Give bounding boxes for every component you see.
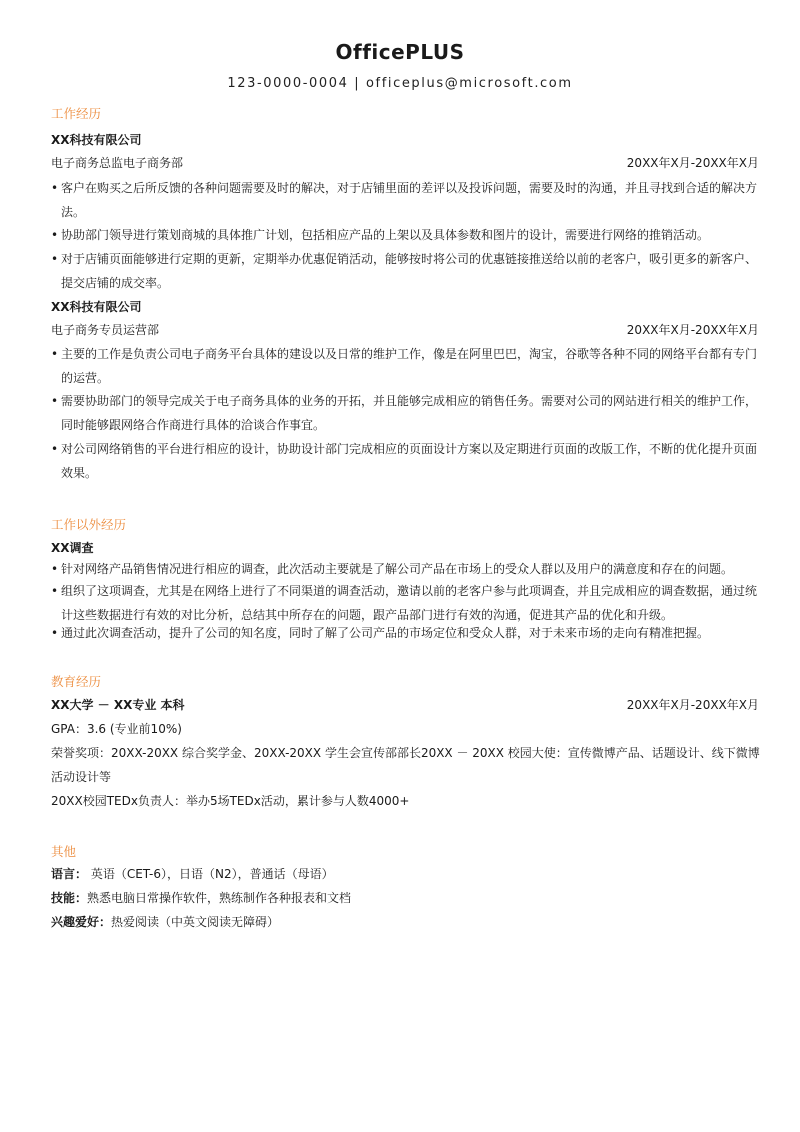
- list-item: • 针对网络产品销售情况进行相应的调查，此次活动主要就是了解公司产品在市场上的受众人群以及用户的满意度和存在的问题。: [51, 558, 763, 582]
- list-item: • 通过此次调查活动，提升了公司的知名度，同时了解了公司产品的市场定位和受众人群，对于未来市场的走向有精准把握。: [51, 622, 763, 646]
- list-item: • 协助部门领导进行策划商城的具体推广计划，包括相应产品的上架以及具体参数和图片的设计，需要进行网络的推销活动。: [51, 224, 763, 248]
- list-item: • 主要的工作是负责公司电子商务平台具体的建设以及日常的维护工作，像是在阿里巴巴，淘宝，谷歌等各种不同的网络平台都有专门的运营。: [51, 343, 763, 390]
- school-name: XX大学 － XX专业 本科: [51, 698, 185, 712]
- bullet-icon: •: [51, 442, 59, 456]
- hobby-value: 热爱阅读（中英文阅读无障碍）: [111, 915, 280, 929]
- bullet-icon: •: [51, 626, 59, 640]
- skill-line: [51, 890, 761, 906]
- language-value: 英语（CET-6），日语（N2），普通话（母语）: [87, 867, 334, 881]
- tedx-text: 20XX校园TEDx负责人：举办5场TEDx活动，累计参与人数4000+: [51, 794, 410, 808]
- gpa-text: GPA：3.6 (专业前10%): [51, 722, 182, 736]
- bullet-icon: •: [51, 584, 59, 598]
- candidate-name: OfficePLUS: [335, 40, 465, 64]
- section-title-work: 工作经历: [51, 106, 102, 121]
- job-role: 电子商务专员运营部: [51, 323, 160, 337]
- company-name: XX科技有限公司: [51, 133, 142, 147]
- bullet-icon: •: [51, 228, 59, 242]
- list-item: • 对公司网络销售的平台进行相应的设计，协助设计部门完成相应的页面设计方案以及定期进行页面的改版工作，不断的优化提升页面效果。: [51, 438, 763, 485]
- skill-label: 技能：: [51, 891, 88, 905]
- language-line: [51, 866, 761, 882]
- section-title-outside: 工作以外经历: [51, 517, 127, 532]
- bullet-icon: •: [51, 394, 59, 408]
- section-title-education: 教育经历: [51, 674, 102, 689]
- bullet-icon: •: [51, 347, 59, 361]
- bullet-icon: •: [51, 562, 59, 576]
- honors-text-continued: 活动设计等: [51, 770, 112, 784]
- list-item: • 客户在购买之后所反馈的各种问题需要及时的解决，对于店铺里面的差评以及投诉问题，需要及时的沟通，并且寻找到合适的解决方法。: [51, 177, 763, 224]
- org-name: XX调查: [51, 541, 94, 555]
- honors-text: 荣誉奖项：20XX-20XX 综合奖学金、20XX-20XX 学生会宣传部部长20XX － 20XX 校园大使：宣传微博产品、话题设计、线下微博: [51, 746, 760, 760]
- skill-value: 熟悉电脑日常操作软件，熟练制作各种报表和文档: [87, 891, 352, 905]
- language-label: 语言：: [51, 867, 88, 881]
- hobby-label: 兴趣爱好：: [51, 915, 112, 929]
- contact-info: 123-0000-0004 | officeplus@microsoft.com: [227, 76, 573, 91]
- job-date: 20XX年X月-20XX年X月: [626, 156, 759, 170]
- job-role: 电子商务总监电子商务部: [51, 156, 184, 170]
- list-item: • 对于店铺页面能够进行定期的更新，定期举办优惠促销活动，能够按时将公司的优惠链接推送给以前的老客户，吸引更多的新客户、提交店铺的成交率。: [51, 248, 763, 295]
- list-item: • 组织了这项调查，尤其是在网络上进行了不同渠道的调查活动，邀请以前的老客户参与此项调查，并且完成相应的调查数据，通过统计这些数据进行有效的对比分析，总结其中所存在的问题，跟产品部门进行有效的沟通，促进其产品的优化和升级。: [51, 580, 763, 627]
- bullet-icon: •: [51, 252, 59, 266]
- job-date: 20XX年X月-20XX年X月: [626, 323, 759, 337]
- list-item: • 需要协助部门的领导完成关于电子商务具体的业务的开拓，并且能够完成相应的销售任务。需要对公司的网站进行相关的维护工作，同时能够跟网络合作商进行具体的洽谈合作事宜。: [51, 390, 763, 437]
- hobby-line: [51, 914, 761, 930]
- bullet-icon: •: [51, 181, 59, 195]
- section-title-other: 其他: [51, 844, 77, 859]
- education-date: 20XX年X月-20XX年X月: [626, 698, 759, 712]
- company-name: XX科技有限公司: [51, 300, 142, 314]
